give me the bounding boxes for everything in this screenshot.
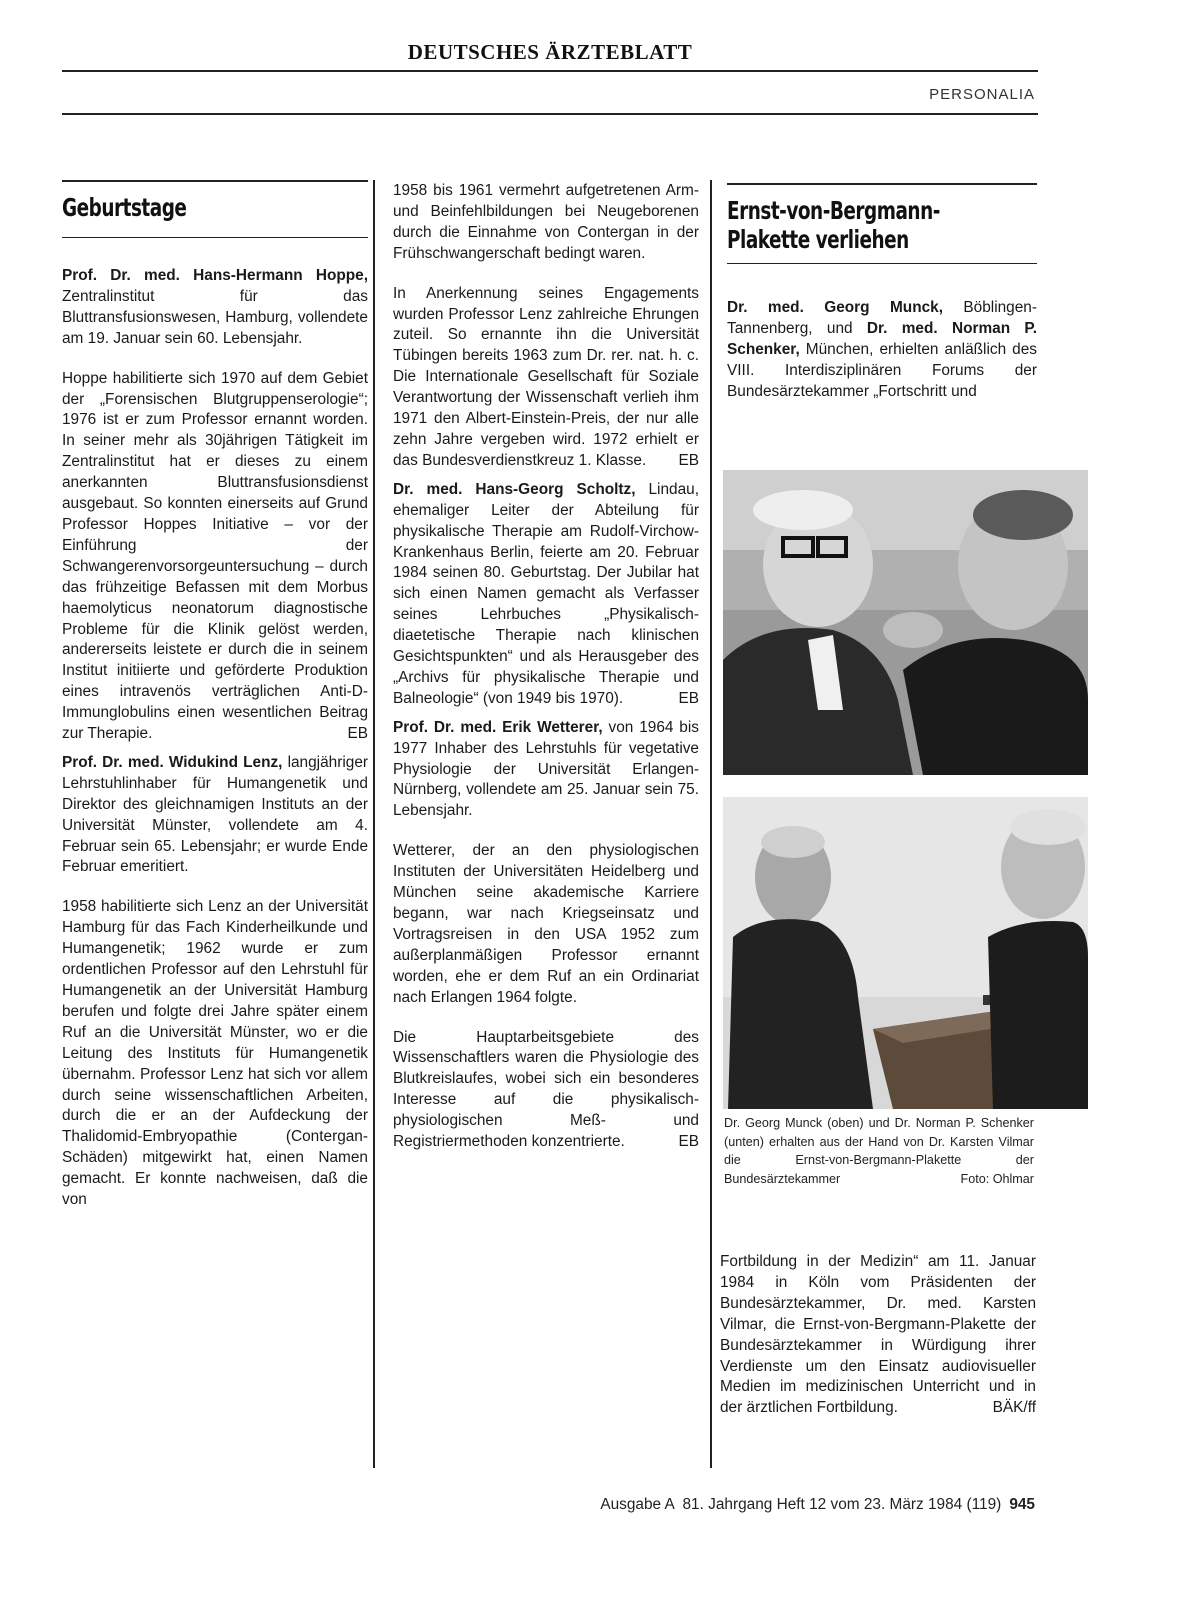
col1-top-rule	[62, 180, 368, 182]
name-scholtz: Dr. med. Hans-Georg Scholtz,	[393, 480, 636, 498]
section-label: PERSONALIA	[929, 86, 1035, 103]
paragraph-wetterer-intro	[393, 718, 699, 823]
name-munck: Dr. med. Georg Munck,	[727, 299, 943, 316]
paragraph-lenz-honors	[393, 284, 699, 472]
photo-schenker	[723, 797, 1088, 1109]
col1-heading-rule	[62, 237, 368, 238]
name-lenz: Prof. Dr. med. Widukind Lenz,	[62, 753, 283, 771]
text-lenz-intro: langjähriger Lehrstuhlinhaber für Humangenetik und Direktor des gleichnamigen Instituts an der Universität Münster, vollendete am 4. Februar sein 65. Lebensjahr; er wurde Ende Februar emeritiert.	[62, 753, 369, 876]
text-hoppe-intro: Zentralinstitut für das Bluttransfusionswesen, Hamburg, vollendete am 19. Januar sein 60. Lebensjahr.	[62, 287, 368, 347]
photo-caption	[724, 1114, 1034, 1188]
name-hoppe: Prof. Dr. med. Hans-Hermann Hoppe,	[62, 267, 368, 284]
text-lenz-body: 1958 habilitierte sich Lenz an der Universität Hamburg für das Fach Kinderheilkunde und Humangenetik; 1962 wurde er zum ordentlichen Professor auf den Lehrstuhl für Humangenetik an der Universität Hamburg berufen und folgte drei Jahre später einem Ruf an die Universität Münster, wo er die Leitung des Instituts für Humangenetik übernahm. Professor Lenz hat sich vor allem durch seine wissenschaftlichen Arbeiten, durch die er an der Aufdeckung der Thalidomid-Embryopathie (Contergan-Schäden) mitgewirkt hat, einen Namen gemacht. Er konnte nachweisen, daß die von	[62, 898, 368, 1209]
column-1	[62, 266, 368, 1230]
signature-eb: EB	[678, 451, 699, 469]
paragraph-plakette-cont	[720, 1252, 1036, 1419]
paragraph-lenz-body	[62, 897, 368, 1211]
photo-schenker-illustration	[723, 797, 1088, 1109]
heading-plakette-line1: Ernst-von-Bergmann-	[727, 196, 940, 225]
paragraph-wetterer-career	[393, 841, 699, 1008]
paragraph-hoppe-body	[62, 369, 368, 745]
text-lenz-honors: In Anerkennung seines Engagements wurden Professor Lenz zahlreiche Ehrungen zuteil. So ernannte ihn die Universität Tübingen bereits 1963 zum Dr. rer. nat. h. c. Die Internationale Gesellschaft für Soziale Verantwortung der Wissenschaft verlieh ihm 1971 den Albert-Einstein-Preis, der nur alle zehn Jahre vergeben wird. 1972 erhielt er das Bundesverdienstkreuz 1. Klasse.	[393, 284, 699, 469]
column-3-top	[727, 298, 1037, 422]
text-lenz-cont: 1958 bis 1961 vermehrt aufgetretenen Arm- und Beinfehlbildungen bei Neugeborenen durch die Einnahme von Contergan in der Frühschwangerschaft bedingt waren.	[393, 182, 699, 262]
paragraph-scholtz	[393, 480, 699, 710]
heading-plakette-line2: Plakette verliehen	[727, 225, 909, 254]
column-divider-1	[373, 180, 375, 1468]
heading-geburtstage: Geburtstage	[62, 193, 187, 222]
masthead: DEUTSCHES ÄRZTEBLATT	[407, 40, 693, 64]
issue-info: Ausgabe A 81. Jahrgang Heft 12 vom 23. März 1984 (119)	[600, 1496, 1002, 1513]
text-wetterer-career: Wetterer, der an den physiologischen Instituten der Universitäten Heidelberg und München seine akademische Karriere begann, war nach Kriegseinsatz und Vortragsreisen in den USA 1952 zum außerplanmäßigen Professor ernannt worden, ehe er dem Ruf an ein Ordinariat nach Erlangen 1964 folgte.	[393, 842, 699, 1006]
paragraph-hoppe-intro	[62, 266, 368, 350]
text-forum: München, erhielten anläßlich des VIII. Interdisziplinären Forums der Bundesärztekammer „Fortschritt und	[727, 340, 1037, 400]
masthead-rule	[62, 70, 1038, 72]
signature-eb: EB	[347, 725, 368, 743]
signature-eb: EB	[678, 689, 699, 707]
text-plakette-cont: Fortbildung in der Medizin“ am 11. Januar 1984 in Köln vom Präsidenten der Bundesärztekammer, Dr. med. Karsten Vilmar, die Ernst-von-Bergmann-Plakette der Bundesärztekammer in Würdigung ihrer Verdienste um den Einsatz audiovisueller Medien im medizinischen Unterricht und in der ärztlichen Fortbildung.	[720, 1253, 1036, 1417]
text-wetterer-research: Die Hauptarbeitsgebiete des Wissenschaftlers waren die Physiologie des Blutkreislaufes, wobei sich ein besonderes Interesse auf die physikalisch-physiologischen Meß- und Registriermethoden konzentrierte.	[393, 1028, 699, 1151]
column-3-bottom	[720, 1252, 1036, 1438]
signature-eb: EB	[678, 1133, 699, 1151]
paragraph-wetterer-research	[393, 1028, 699, 1153]
col3-top-rule	[727, 183, 1037, 185]
heading-plakette	[727, 196, 940, 254]
signature-baek: BÄK/ff	[992, 1399, 1036, 1417]
name-schenker: Dr. med. Norman P. Schenker,	[727, 319, 1037, 358]
caption-text: Dr. Georg Munck (oben) und Dr. Norman P. Schenker (unten) erhalten aus der Hand von Dr. Karsten Vilmar die Ernst-von-Bergmann-Plakette der Bundesärztekammer	[724, 1116, 1034, 1186]
page-footer	[600, 1496, 1035, 1514]
photo-munck	[723, 470, 1088, 775]
page-number: 945	[1009, 1496, 1035, 1513]
column-2	[393, 181, 699, 1172]
paragraph-plakette-intro	[727, 298, 1037, 403]
paragraph-lenz-intro	[62, 753, 368, 878]
section-rule	[62, 113, 1038, 115]
column-divider-2	[710, 180, 712, 1468]
text-hoppe-body: Hoppe habilitierte sich 1970 auf dem Gebiet der „Forensischen Blutgruppenserologie“; 1976 ist er zum Professor ernannt worden. In seiner mehr als 30jährigen Tätigkeit im Zentralinstitut hat er dieses zu einem anerkannten Bluttransfusionsdienst ausgebaut. So konnten einerseits auf Grund Professor Hoppes Initiative – vor der Einführung der Schwangerenvorsorgeuntersuchung – durch das frühzeitige Befassen mit dem Morbus haemolyticus neonatorum diagnostische Probleme für die Klinik gelöst werden, andererseits leistete er durch die in seinem Institut initiierte und geförderte Produktion eines intravenös verträglichen Anti-D-Immunglobulins einen wesentlichen Beitrag zur Therapie.	[62, 369, 368, 743]
text-munck: Böblingen-Tannenberg, und	[727, 299, 1037, 337]
photo-credit: Foto: Ohlmar	[960, 1171, 1034, 1186]
text-scholtz: Lindau, ehemaliger Leiter der Abteilung für physikalische Therapie am Rudolf-Virchow-Krankenhaus Berlin, feierte am 20. Februar 1984 seinen 80. Geburtstag. Der Jubilar hat sich einen Namen gemacht als Verfasser seines Lehrbuches „Physikalisch-diaetetische Therapie nach klinischen Gesichtspunkten“ und als Herausgeber des „Archivs für physikalische Therapie und Balneologie“ (von 1949 bis 1970).	[393, 480, 699, 707]
paragraph-lenz-cont	[393, 181, 699, 265]
col3-heading-rule	[727, 263, 1037, 264]
text-wetterer-intro: von 1964 bis 1977 Inhaber des Lehrstuhls für vegetative Physiologie der Universität Erlangen-Nürnberg, vollendete am 25. Januar sein 75. Lebensjahr.	[393, 718, 699, 820]
name-wetterer: Prof. Dr. med. Erik Wetterer,	[393, 718, 603, 736]
photo-munck-illustration	[723, 470, 1088, 775]
